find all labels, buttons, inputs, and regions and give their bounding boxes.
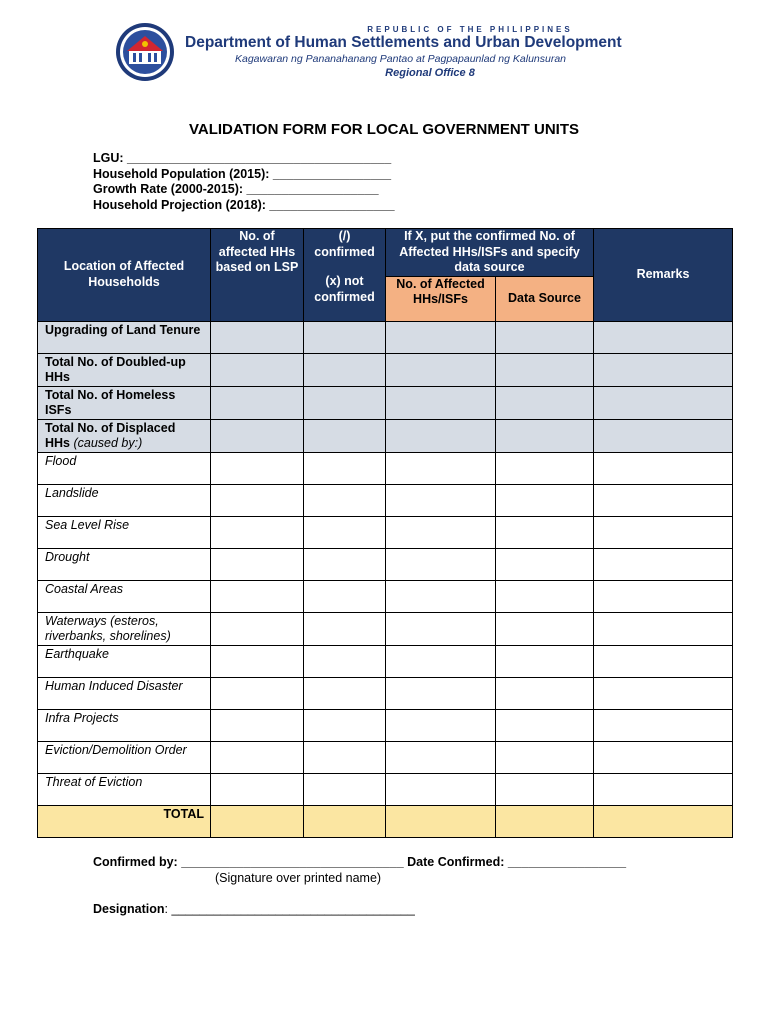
table-row — [38, 677, 733, 709]
table-cell[interactable] — [496, 580, 594, 612]
row-label: Infra Projects — [38, 709, 211, 741]
table-row — [38, 612, 733, 645]
table-cell[interactable] — [211, 612, 304, 645]
header-confirmed-b: (x) not confirmed — [314, 274, 375, 304]
confirmed-by-field[interactable]: Confirmed by: ________________________________ — [93, 855, 404, 869]
table-cell[interactable] — [496, 612, 594, 645]
table-row — [38, 773, 733, 805]
table-cell[interactable] — [386, 321, 496, 353]
table-cell[interactable] — [496, 419, 594, 452]
row-label: Total No. of Homeless ISFs — [38, 386, 211, 419]
header-confirmed — [304, 229, 386, 322]
total-label: TOTAL — [38, 805, 211, 837]
header-no-affected: No. of Affected HHs/ISFs — [386, 276, 496, 321]
table-row — [38, 645, 733, 677]
validation-table — [37, 228, 733, 838]
row-label — [38, 419, 211, 452]
designation-line — [93, 902, 415, 916]
confirmation-line — [93, 855, 626, 869]
table-cell[interactable] — [496, 645, 594, 677]
row-label: Human Induced Disaster — [38, 677, 211, 709]
header-data-source: Data Source — [496, 276, 594, 321]
table-row — [38, 419, 733, 452]
table-cell[interactable] — [211, 353, 304, 386]
table-row — [38, 484, 733, 516]
table-cell[interactable] — [386, 419, 496, 452]
table-cell[interactable] — [594, 773, 733, 805]
table-row — [38, 386, 733, 419]
row-label-main: Total No. of Displaced HHs — [45, 420, 176, 450]
table-cell[interactable] — [594, 805, 733, 837]
table-cell[interactable] — [304, 386, 386, 419]
table-cell[interactable] — [304, 805, 386, 837]
table-cell[interactable] — [304, 353, 386, 386]
table-cell[interactable] — [594, 741, 733, 773]
table-cell[interactable] — [386, 452, 496, 484]
designation-label: Designation — [93, 902, 165, 916]
row-label: Landslide — [38, 484, 211, 516]
table-cell[interactable] — [594, 677, 733, 709]
row-label: Drought — [38, 548, 211, 580]
table-cell[interactable] — [304, 612, 386, 645]
table-row — [38, 516, 733, 548]
date-confirmed-field[interactable]: Date Confirmed: _________________ — [407, 855, 627, 869]
table-cell[interactable] — [304, 677, 386, 709]
row-label: Eviction/Demolition Order — [38, 741, 211, 773]
table-cell[interactable] — [594, 353, 733, 386]
table-cell[interactable] — [304, 548, 386, 580]
department-subtitle: Kagawaran ng Pananahanang Pantao at Pagpapaunlad ng Kalunsuran — [235, 53, 567, 65]
table-cell[interactable] — [386, 645, 496, 677]
table-cell[interactable] — [594, 321, 733, 353]
row-label: Earthquake — [38, 645, 211, 677]
table-cell[interactable] — [594, 516, 733, 548]
table-cell[interactable] — [594, 612, 733, 645]
regional-office: Regional Office 8 — [385, 67, 475, 79]
table-cell[interactable] — [386, 741, 496, 773]
header-if-x: If X, put the confirmed No. of Affected HHs/ISFs and specify data source — [386, 229, 594, 277]
table-row — [38, 741, 733, 773]
table-row — [38, 580, 733, 612]
table-cell[interactable] — [496, 709, 594, 741]
table-cell[interactable] — [594, 548, 733, 580]
table-cell[interactable] — [386, 484, 496, 516]
table-cell[interactable] — [386, 516, 496, 548]
table-cell[interactable] — [211, 321, 304, 353]
header-confirmed-a: (/) confirmed — [314, 229, 375, 259]
table-cell[interactable] — [594, 452, 733, 484]
population-field[interactable]: Household Population (2015): _________________ — [93, 166, 392, 181]
table-cell[interactable] — [496, 353, 594, 386]
table-cell[interactable] — [386, 677, 496, 709]
table-cell[interactable] — [304, 452, 386, 484]
table-cell[interactable] — [386, 612, 496, 645]
header-location: Location of Affected Households — [38, 229, 211, 322]
table-cell[interactable] — [386, 580, 496, 612]
row-label: Sea Level Rise — [38, 516, 211, 548]
projection-field[interactable]: Household Projection (2018): __________________ — [93, 197, 395, 212]
table-cell[interactable] — [304, 709, 386, 741]
row-label: Upgrading of Land Tenure — [38, 321, 211, 353]
table-cell[interactable] — [211, 419, 304, 452]
table-cell[interactable] — [211, 709, 304, 741]
row-label: Total No. of Doubled-up HHs — [38, 353, 211, 386]
table-cell[interactable] — [304, 419, 386, 452]
table-cell[interactable] — [304, 321, 386, 353]
table-cell[interactable] — [304, 516, 386, 548]
table-cell[interactable] — [304, 580, 386, 612]
header-affected-lsp: No. of affected HHs based on LSP — [211, 229, 304, 322]
table-cell[interactable] — [211, 516, 304, 548]
table-row — [38, 321, 733, 353]
table-cell[interactable] — [594, 580, 733, 612]
letterhead — [115, 22, 675, 82]
table-cell[interactable] — [496, 805, 594, 837]
table-cell[interactable] — [594, 419, 733, 452]
table-cell[interactable] — [594, 386, 733, 419]
table-cell[interactable] — [496, 484, 594, 516]
form-fields — [93, 151, 395, 213]
signature-note: (Signature over printed name) — [215, 871, 382, 885]
form-title: VALIDATION FORM FOR LOCAL GOVERNMENT UNITS — [189, 121, 579, 138]
row-label: Threat of Eviction — [38, 773, 211, 805]
table-cell[interactable] — [304, 741, 386, 773]
growth-rate-field[interactable]: Growth Rate (2000-2015): ___________________ — [93, 182, 379, 196]
table-cell[interactable] — [211, 580, 304, 612]
table-cell[interactable] — [496, 548, 594, 580]
lgu-field[interactable]: LGU: ______________________________________ — [93, 151, 392, 165]
table-cell[interactable] — [211, 386, 304, 419]
row-label-note: (caused by:) — [70, 435, 143, 450]
table-cell[interactable] — [496, 677, 594, 709]
table-cell[interactable] — [211, 773, 304, 805]
table-cell[interactable] — [496, 321, 594, 353]
total-row — [38, 805, 733, 837]
table-cell[interactable] — [211, 645, 304, 677]
table-cell[interactable] — [386, 353, 496, 386]
table-cell[interactable] — [496, 386, 594, 419]
table-cell[interactable] — [386, 805, 496, 837]
table-row — [38, 353, 733, 386]
department-name: Department of Human Settlements and Urban Development — [185, 34, 622, 51]
table-cell[interactable] — [211, 677, 304, 709]
table-cell[interactable] — [386, 386, 496, 419]
table-cell[interactable] — [386, 709, 496, 741]
table-cell[interactable] — [304, 773, 386, 805]
table-cell[interactable] — [496, 516, 594, 548]
table-cell[interactable] — [304, 484, 386, 516]
table-cell[interactable] — [211, 548, 304, 580]
table-cell[interactable] — [386, 773, 496, 805]
table-cell[interactable] — [211, 741, 304, 773]
row-label: Flood — [38, 452, 211, 484]
table-cell[interactable] — [496, 773, 594, 805]
table-cell[interactable] — [304, 645, 386, 677]
row-label: Coastal Areas — [38, 580, 211, 612]
table-cell[interactable] — [496, 741, 594, 773]
designation-field[interactable]: : ___________________________________ — [164, 902, 415, 916]
table-cell[interactable] — [594, 645, 733, 677]
table-cell[interactable] — [386, 548, 496, 580]
republic-label: REPUBLIC OF THE PHILIPPINES — [367, 25, 573, 34]
table-row — [38, 548, 733, 580]
table-cell[interactable] — [211, 484, 304, 516]
table-row — [38, 709, 733, 741]
table-row — [38, 452, 733, 484]
table-cell[interactable] — [594, 709, 733, 741]
header-remarks: Remarks — [594, 229, 733, 322]
table-cell[interactable] — [211, 452, 304, 484]
table-cell[interactable] — [496, 452, 594, 484]
table-cell[interactable] — [594, 484, 733, 516]
row-label: Waterways (esteros, riverbanks, shorelines) — [38, 612, 211, 645]
table-cell[interactable] — [211, 805, 304, 837]
